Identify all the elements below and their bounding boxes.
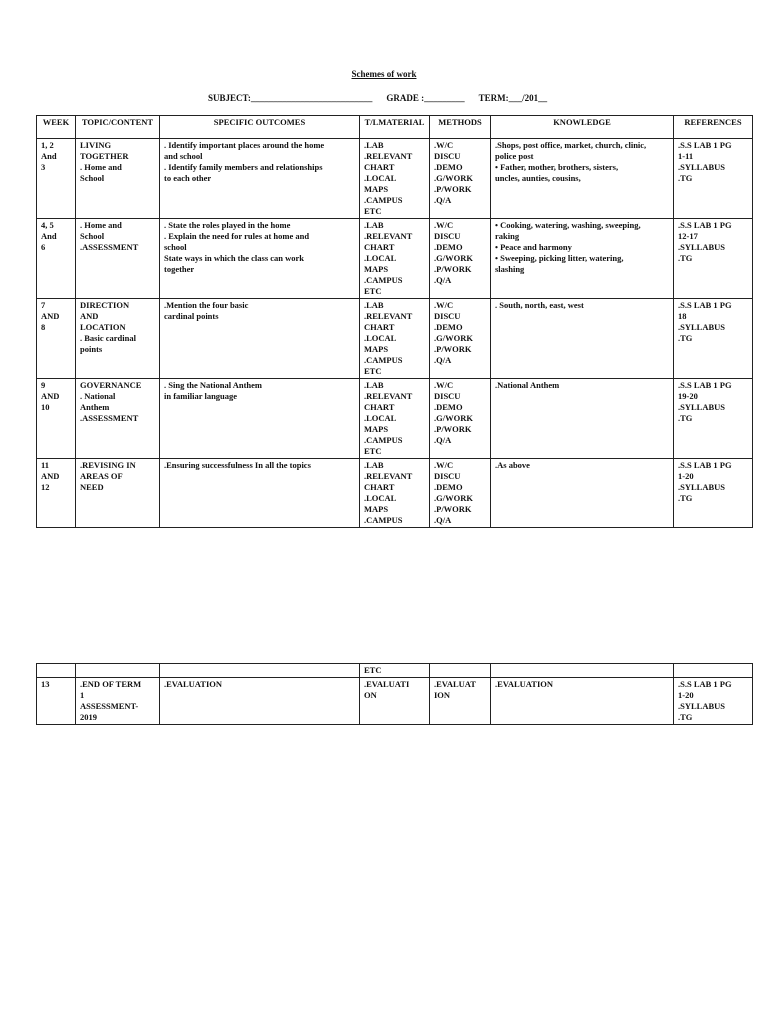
cell-tl-material xyxy=(360,678,430,725)
cell-line: .P/WORK xyxy=(434,424,472,434)
cell-line: ETC xyxy=(364,286,382,296)
cell-line: .RELEVANT xyxy=(364,391,413,401)
cell-line: . South, north, east, west xyxy=(495,300,584,310)
cell-line: T/L xyxy=(364,117,379,127)
cell-line: .CAMPUS xyxy=(364,195,403,205)
cell-topic xyxy=(76,664,160,678)
cell-line: .TG xyxy=(678,253,693,263)
schemes-table xyxy=(36,115,753,528)
cell-methods xyxy=(430,678,491,725)
cell-line: AND xyxy=(41,471,60,481)
cell-line: .SYLLABUS xyxy=(678,162,726,172)
cell-line: .G/WORK xyxy=(434,493,473,503)
cell-tl-material xyxy=(360,219,430,299)
cell-references xyxy=(674,379,753,459)
cell-line: And xyxy=(41,151,57,161)
cell-line: .SYLLABUS xyxy=(678,482,726,492)
cell-line: 12-17 xyxy=(678,231,698,241)
cell-line: MAPS xyxy=(364,424,389,434)
cell-line: .S.S LAB 1 PG xyxy=(678,140,732,150)
cell-line: 11 xyxy=(41,460,50,470)
cell-line: 7 xyxy=(41,300,46,310)
cell-line: uncles, aunties, cousins, xyxy=(495,173,581,183)
cell-line: DISCU xyxy=(434,231,461,241)
cell-line: TOGETHER xyxy=(80,151,129,161)
cell-references xyxy=(674,459,753,528)
cell-line: DISCU xyxy=(434,311,461,321)
cell-line: .LAB xyxy=(364,460,384,470)
cell-line: . State the roles played in the home xyxy=(164,220,291,230)
cell-line: 1-20 xyxy=(678,471,694,481)
cell-methods xyxy=(430,299,491,379)
table-row xyxy=(37,139,753,219)
cell-line: points xyxy=(80,344,103,354)
cell-methods xyxy=(430,664,491,678)
header-week xyxy=(37,116,76,139)
cell-line: .S.S LAB 1 PG xyxy=(678,679,732,689)
cell-line: .LOCAL xyxy=(364,253,397,263)
cell-line: .CAMPUS xyxy=(364,355,403,365)
cell-line: 6 xyxy=(41,242,46,252)
cell-week xyxy=(37,379,76,459)
cell-line: ETC xyxy=(364,446,382,456)
cell-line: . Explain the need for rules at home and xyxy=(164,231,310,241)
cell-line: .P/WORK xyxy=(434,184,472,194)
cell-line: .ASSESSMENT xyxy=(80,413,139,423)
cell-line: State ways in which the class can work xyxy=(164,253,305,263)
cell-line: 1-20 xyxy=(678,690,694,700)
cell-line: .S.S LAB 1 PG xyxy=(678,220,732,230)
cell-line: 4, 5 xyxy=(41,220,54,230)
cell-knowledge xyxy=(491,299,674,379)
header-row xyxy=(37,116,753,139)
cell-line: raking xyxy=(495,231,520,241)
cell-line: NEED xyxy=(80,482,104,492)
cell-line: 2019 xyxy=(80,712,97,722)
cell-line: .CAMPUS xyxy=(364,515,403,525)
cell-topic xyxy=(76,459,160,528)
cell-line: .REVISING IN xyxy=(80,460,136,470)
cell-outcomes xyxy=(160,219,360,299)
cell-line: .CAMPUS xyxy=(364,275,403,285)
cell-line: .LOCAL xyxy=(364,413,397,423)
cell-line: .LAB xyxy=(364,220,384,230)
cell-line: • Father, mother, brothers, sisters, xyxy=(495,162,619,172)
cell-line: METHODS xyxy=(438,117,482,127)
cell-tl-material xyxy=(360,299,430,379)
cell-line: .TG xyxy=(678,333,693,343)
cell-references xyxy=(674,219,753,299)
cell-line: .RELEVANT xyxy=(364,311,413,321)
cell-references xyxy=(674,139,753,219)
cell-line: .EVALUAT xyxy=(434,679,476,689)
cell-line: CHART xyxy=(364,242,395,252)
cell-line: .P/WORK xyxy=(434,344,472,354)
cell-line: 10 xyxy=(41,402,50,412)
cell-line: .LAB xyxy=(364,380,384,390)
cell-outcomes xyxy=(160,139,360,219)
cell-line: .TG xyxy=(678,173,693,183)
cell-line: REFERENCES xyxy=(684,117,742,127)
continued-row xyxy=(37,664,753,678)
cell-line: .Shops, post office, market, church, clinic, xyxy=(495,140,647,150)
cell-line: SPECIFIC OUTCOMES xyxy=(213,117,306,127)
cell-line: .RELEVANT xyxy=(364,471,413,481)
cell-knowledge xyxy=(491,379,674,459)
cell-line: ON xyxy=(364,690,377,700)
cell-line: .DEMO xyxy=(434,402,463,412)
cell-knowledge xyxy=(491,678,674,725)
cell-outcomes xyxy=(160,678,360,725)
cell-references xyxy=(674,299,753,379)
cell-line: .EVALUATION xyxy=(164,679,223,689)
cell-line: 13 xyxy=(41,679,50,689)
cell-line: .SYLLABUS xyxy=(678,402,726,412)
cell-week xyxy=(37,139,76,219)
cell-line: .LAB xyxy=(364,300,384,310)
cell-topic xyxy=(76,379,160,459)
cell-topic xyxy=(76,678,160,725)
cell-line: • Peace and harmony xyxy=(495,242,572,252)
cell-line: .Q/A xyxy=(434,355,452,365)
cell-line: .Q/A xyxy=(434,435,452,445)
cell-line: .S.S LAB 1 PG xyxy=(678,300,732,310)
cell-line: • Sweeping, picking litter, watering, xyxy=(495,253,624,263)
cell-line: .END OF TERM xyxy=(80,679,142,689)
cell-line: .ASSESSMENT xyxy=(80,242,139,252)
cell-line: .Q/A xyxy=(434,275,452,285)
cell-line: .National Anthem xyxy=(495,380,560,390)
cell-line: .TG xyxy=(678,413,693,423)
cell-line: . Sing the National Anthem xyxy=(164,380,262,390)
cell-line: cardinal points xyxy=(164,311,219,321)
cell-line: DIRECTION xyxy=(80,300,130,310)
cell-line: LOCATION xyxy=(80,322,126,332)
cell-line: .LOCAL xyxy=(364,493,397,503)
cell-line: AND xyxy=(80,311,99,321)
cell-line: .S.S LAB 1 PG xyxy=(678,380,732,390)
header-outcomes xyxy=(160,116,360,139)
cell-line: .CAMPUS xyxy=(364,435,403,445)
cell-line: CONTENT xyxy=(111,117,154,127)
cell-outcomes xyxy=(160,379,360,459)
header-knowledge xyxy=(491,116,674,139)
cell-line: together xyxy=(164,264,195,274)
cell-line: .W/C xyxy=(434,140,454,150)
cell-line: .RELEVANT xyxy=(364,151,413,161)
cell-line: police post xyxy=(495,151,534,161)
cell-line: .SYLLABUS xyxy=(678,242,726,252)
cell-tl-material xyxy=(360,379,430,459)
cell-line: 1-11 xyxy=(678,151,694,161)
cell-line: MAPS xyxy=(364,344,389,354)
cell-line: .LOCAL xyxy=(364,333,397,343)
table-row xyxy=(37,678,753,725)
cell-line: .TG xyxy=(678,712,693,722)
cell-line: And xyxy=(41,231,57,241)
cell-line: .Mention the four basic xyxy=(164,300,249,310)
cell-line: 18 xyxy=(678,311,687,321)
cell-topic xyxy=(76,219,160,299)
cell-references xyxy=(674,678,753,725)
cell-line: . Identify family members and relationships xyxy=(164,162,323,172)
cell-line: .LOCAL xyxy=(364,173,397,183)
cell-line: .DEMO xyxy=(434,482,463,492)
cell-line: 1 xyxy=(80,690,85,700)
cell-line: to each other xyxy=(164,173,212,183)
cell-methods xyxy=(430,379,491,459)
cell-line: DISCU xyxy=(434,151,461,161)
cell-line: .EVALUATI xyxy=(364,679,410,689)
cell-line: .As above xyxy=(495,460,530,470)
cell-week xyxy=(37,459,76,528)
cell-line: MAPS xyxy=(364,264,389,274)
cell-topic xyxy=(76,139,160,219)
cell-line: . National xyxy=(80,391,116,401)
cell-week xyxy=(37,219,76,299)
cell-tl-material xyxy=(360,139,430,219)
cell-line: CHART xyxy=(364,162,395,172)
cell-line: .SYLLABUS xyxy=(678,322,726,332)
cell-line: TOPIC/ xyxy=(81,117,112,127)
cell-line: and school xyxy=(164,151,203,161)
subject-field: SUBJECT:___________________________ xyxy=(208,93,373,103)
cell-line: . Home and xyxy=(80,162,122,172)
cell-knowledge xyxy=(491,664,674,678)
cell-week xyxy=(37,678,76,725)
cell-line: .Ensuring successfulness In all the topics xyxy=(164,460,311,470)
cell-line: K xyxy=(62,117,70,127)
cell-line: .DEMO xyxy=(434,162,463,172)
cell-references xyxy=(674,664,753,678)
cell-line: ION xyxy=(434,690,451,700)
cell-line: DISCU xyxy=(434,471,461,481)
cell-line: School xyxy=(80,173,105,183)
cell-line: ETC xyxy=(364,366,382,376)
cell-line: .W/C xyxy=(434,460,454,470)
table-row xyxy=(37,459,753,528)
cell-outcomes xyxy=(160,299,360,379)
cell-line: 19-20 xyxy=(678,391,698,401)
cell-line: 3 xyxy=(41,162,46,172)
cell-line: school xyxy=(164,242,187,252)
cell-line: GOVERNANCE xyxy=(80,380,142,390)
cell-line: 12 xyxy=(41,482,50,492)
cell-line: .G/WORK xyxy=(434,253,473,263)
cell-line: 8 xyxy=(41,322,46,332)
cell-tl-material xyxy=(360,664,430,678)
cell-methods xyxy=(430,459,491,528)
cell-line: AND xyxy=(41,311,60,321)
cell-line: WEE xyxy=(42,117,63,127)
cell-line: .Q/A xyxy=(434,195,452,205)
cell-line: AND xyxy=(41,391,60,401)
cell-line: .EVALUATION xyxy=(495,679,554,689)
cell-line: 1, 2 xyxy=(41,140,54,150)
cell-line: . Basic cardinal xyxy=(80,333,136,343)
grade-field: GRADE :_________ xyxy=(386,93,465,103)
table-row xyxy=(37,219,753,299)
cell-line: . Identify important places around the home xyxy=(164,140,325,150)
cell-line: in familiar language xyxy=(164,391,238,401)
cell-line: .G/WORK xyxy=(434,173,473,183)
subject-grade-term-line xyxy=(208,93,561,103)
header-topic xyxy=(76,116,160,139)
cell-line: slashing xyxy=(495,264,525,274)
header-tl-material xyxy=(360,116,430,139)
cell-methods xyxy=(430,219,491,299)
cell-line: . Home and xyxy=(80,220,122,230)
cell-week xyxy=(37,664,76,678)
cell-knowledge xyxy=(491,459,674,528)
schemes-table-continued xyxy=(36,663,753,725)
cell-line: .S.S LAB 1 PG xyxy=(678,460,732,470)
cell-line: DISCU xyxy=(434,391,461,401)
cell-line: .RELEVANT xyxy=(364,231,413,241)
cell-line: .LAB xyxy=(364,140,384,150)
cell-line: .G/WORK xyxy=(434,413,473,423)
cell-line: MATERIAL xyxy=(378,117,425,127)
cell-week xyxy=(37,299,76,379)
cell-line: .TG xyxy=(678,493,693,503)
cell-outcomes xyxy=(160,664,360,678)
cell-line: .P/WORK xyxy=(434,504,472,514)
table-row xyxy=(37,299,753,379)
cell-line: ASSESSMENT- xyxy=(80,701,139,711)
table-row xyxy=(37,379,753,459)
cell-line: .W/C xyxy=(434,220,454,230)
cell-knowledge xyxy=(491,219,674,299)
cell-line: LIVING xyxy=(80,140,112,150)
document-title: Schemes of work xyxy=(351,69,417,79)
cell-line: .P/WORK xyxy=(434,264,472,274)
cell-tl-material xyxy=(360,459,430,528)
cell-line: 9 xyxy=(41,380,46,390)
cell-line: KNOWLEDGE xyxy=(553,117,611,127)
cell-knowledge xyxy=(491,139,674,219)
cell-line: Anthem xyxy=(80,402,110,412)
header-references xyxy=(674,116,753,139)
header-methods xyxy=(430,116,491,139)
cell-outcomes xyxy=(160,459,360,528)
cell-line: .SYLLABUS xyxy=(678,701,726,711)
cell-line: MAPS xyxy=(364,184,389,194)
cell-topic xyxy=(76,299,160,379)
cell-line: CHART xyxy=(364,322,395,332)
cell-line: CHART xyxy=(364,402,395,412)
cell-line: • Cooking, watering, washing, sweeping, xyxy=(495,220,641,230)
cell-line: MAPS xyxy=(364,504,389,514)
cell-methods xyxy=(430,139,491,219)
cell-line: .Q/A xyxy=(434,515,452,525)
cell-line: .DEMO xyxy=(434,322,463,332)
cell-line: School xyxy=(80,231,105,241)
cell-line: .DEMO xyxy=(434,242,463,252)
cell-line: AREAS OF xyxy=(80,471,123,481)
cell-line: ETC xyxy=(364,206,382,216)
cell-line: .W/C xyxy=(434,380,454,390)
term-field: TERM:___/201__ xyxy=(478,93,548,103)
cell-line: .G/WORK xyxy=(434,333,473,343)
cell-line: CHART xyxy=(364,482,395,492)
cell-line: .W/C xyxy=(434,300,454,310)
cell-line: ETC xyxy=(364,665,382,675)
